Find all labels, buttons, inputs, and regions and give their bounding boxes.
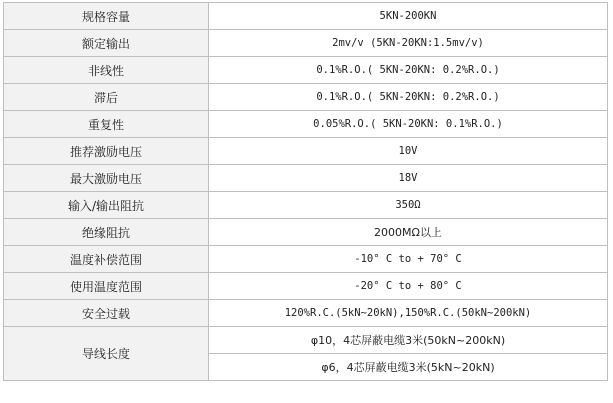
- table-row: [4, 111, 608, 138]
- table-row: [4, 246, 608, 273]
- spec-label: 额定输出: [4, 30, 209, 57]
- spec-label: 推荐激励电压: [4, 138, 209, 165]
- spec-table-container: [3, 2, 607, 381]
- table-row: [4, 327, 608, 354]
- spec-value: 2mv/v (5KN-20KN:1.5mv/v): [209, 30, 608, 57]
- spec-value: 5KN-200KN: [209, 3, 608, 30]
- spec-value: -10° C to + 70° C: [209, 246, 608, 273]
- spec-value: -20° C to + 80° C: [209, 273, 608, 300]
- spec-label: 安全过载: [4, 300, 209, 327]
- spec-value-cable-large: φ10，4芯屏蔽电缆3米(50kN~200kN): [209, 327, 608, 354]
- spec-label: 非线性: [4, 57, 209, 84]
- table-row: [4, 57, 608, 84]
- spec-table: [3, 2, 608, 381]
- spec-label: 使用温度范围: [4, 273, 209, 300]
- spec-label: 滞后: [4, 84, 209, 111]
- spec-value: 0.1%R.O.( 5KN-20KN: 0.2%R.O.): [209, 57, 608, 84]
- spec-value: 120%R.C.(5kN~20kN),150%R.C.(50kN~200kN): [209, 300, 608, 327]
- spec-value: 350Ω: [209, 192, 608, 219]
- table-row: [4, 219, 608, 246]
- table-row: [4, 138, 608, 165]
- table-row: [4, 84, 608, 111]
- spec-label: 绝缘阻抗: [4, 219, 209, 246]
- table-row: [4, 300, 608, 327]
- spec-value: 0.05%R.O.( 5KN-20KN: 0.1%R.O.): [209, 111, 608, 138]
- spec-label: 重复性: [4, 111, 209, 138]
- spec-value: 18V: [209, 165, 608, 192]
- spec-label: 温度补偿范围: [4, 246, 209, 273]
- spec-label: 输入/输出阻抗: [4, 192, 209, 219]
- spec-value: 2000MΩ以上: [209, 219, 608, 246]
- table-row: [4, 273, 608, 300]
- spec-value: 0.1%R.O.( 5KN-20KN: 0.2%R.O.): [209, 84, 608, 111]
- spec-value: 10V: [209, 138, 608, 165]
- table-row: [4, 192, 608, 219]
- spec-label-cable-length: 导线长度: [4, 327, 209, 381]
- table-row: [4, 3, 608, 30]
- spec-label: 规格容量: [4, 3, 209, 30]
- spec-value-cable-small: φ6，4芯屏蔽电缆3米(5kN~20kN): [209, 354, 608, 381]
- spec-label: 最大激励电压: [4, 165, 209, 192]
- table-row: [4, 165, 608, 192]
- table-row: [4, 30, 608, 57]
